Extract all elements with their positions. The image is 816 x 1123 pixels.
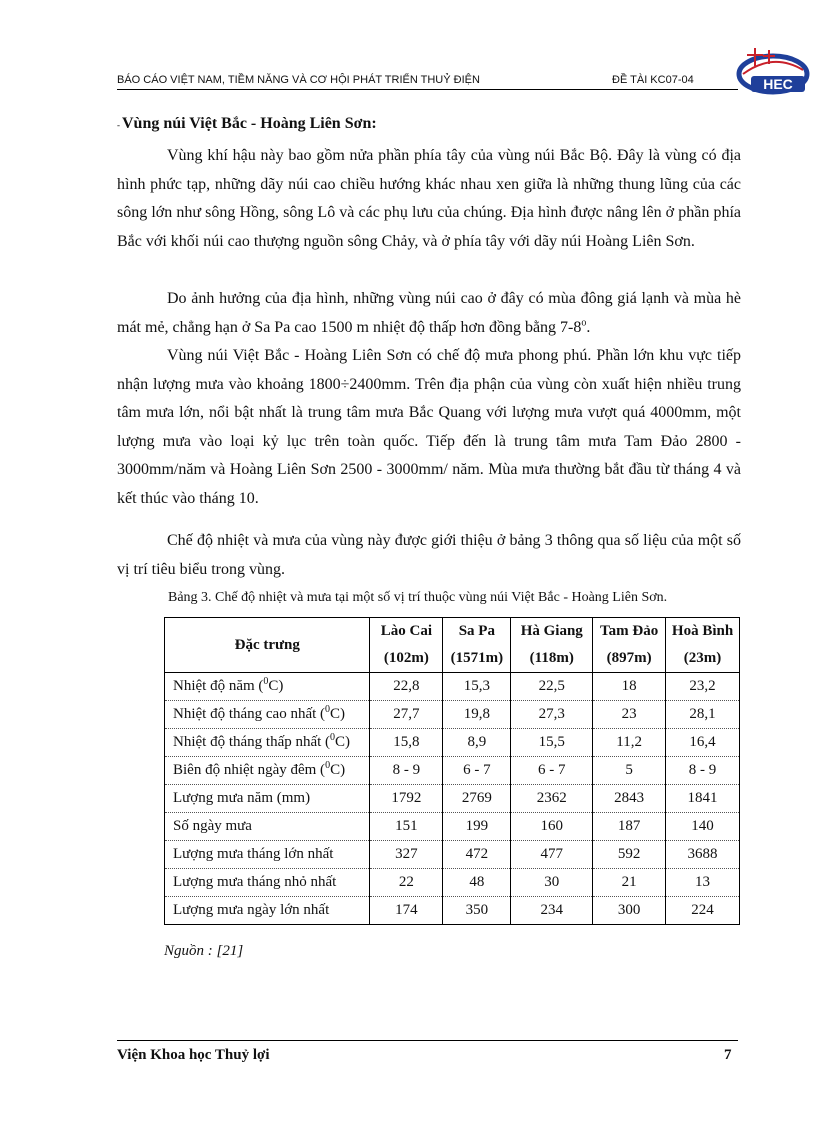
page-header [117,72,747,88]
climate-table [164,617,740,925]
station-name: Hoà Bình [666,618,740,646]
table-cell: 2769 [443,785,511,813]
row-label [165,785,370,813]
row-label [165,813,370,841]
row-label-text: Nhiệt độ năm ( [173,678,264,694]
row-label [165,757,370,785]
table-cell: 151 [370,813,443,841]
table-cell: 15,8 [370,729,443,757]
table-cell: 48 [443,869,511,897]
table-cell: 16,4 [666,729,740,757]
station-name: Lào Cai [370,618,443,646]
paragraph-2 [117,285,741,342]
table-cell: 477 [511,841,593,869]
table-cell: 30 [511,869,593,897]
degree-sup: 0 [263,676,269,687]
table-row [165,813,740,841]
table-cell: 140 [666,813,740,841]
row-label [165,729,370,757]
station-elevation: (897m) [593,645,666,673]
row-label-unit: C) [268,678,284,694]
table-cell: 350 [443,897,511,925]
row-label [165,701,370,729]
table-cell: 2843 [593,785,666,813]
degree-sup: o [581,317,587,329]
table-cell: 6 - 7 [443,757,511,785]
heading-bullet: - [117,120,120,130]
row-label-text: Nhiệt độ tháng cao nhất ( [173,706,326,722]
table-row [165,785,740,813]
table-cell: 174 [370,897,443,925]
section-heading [117,115,377,133]
paragraph-2-end: . [586,318,591,336]
table-cell: 23 [593,701,666,729]
table-cell: 5 [593,757,666,785]
station-elevation: (118m) [511,645,593,673]
table-row [165,701,740,729]
table-cell: 15,5 [511,729,593,757]
table-cell: 8,9 [443,729,511,757]
row-label-text: Số ngày mưa [173,818,252,834]
paragraph-4: Chế độ nhiệt và mưa của vùng này được giới thiệu ở bảng 3 thông qua số liệu của một số vị trí tiêu biểu trong vùng. [117,532,741,578]
table-cell: 23,2 [666,673,740,701]
table-cell: 2362 [511,785,593,813]
table-cell: 18 [593,673,666,701]
station-elevation: (1571m) [443,645,511,673]
table-row [165,869,740,897]
row-label [165,869,370,897]
station-name: Hà Giang [511,618,593,646]
row-label-unit: C) [330,706,346,722]
table-cell: 27,7 [370,701,443,729]
table-cell: 187 [593,813,666,841]
hec-logo-icon [733,44,811,100]
row-label-unit: C) [330,762,346,778]
table-cell: 27,3 [511,701,593,729]
table-cell: 8 - 9 [370,757,443,785]
footer-institute: Viện Khoa học Thuỷ lợi [117,1047,270,1063]
table-caption: Bảng 3. Chế độ nhiệt và mưa tại một số vị trí thuộc vùng núi Việt Bắc - Hoàng Liên Sơn. [168,590,668,605]
table-cell: 224 [666,897,740,925]
page-number: 7 [724,1047,732,1063]
row-label-text: Lượng mưa ngày lớn nhất [173,902,330,918]
degree-sup: 0 [330,732,336,743]
table-cell: 28,1 [666,701,740,729]
table-cell: 21 [593,869,666,897]
table-row [165,897,740,925]
table-cell: 11,2 [593,729,666,757]
row-label [165,897,370,925]
table-cell: 199 [443,813,511,841]
table-header-row [165,618,740,646]
table-row [165,729,740,757]
table-row [165,673,740,701]
table-cell: 22,8 [370,673,443,701]
table-cell: 19,8 [443,701,511,729]
table-cell: 327 [370,841,443,869]
row-label [165,673,370,701]
heading-text: Vùng núi Việt Bắc - Hoàng Liên Sơn: [122,115,377,132]
header-label: Đặc trưng [165,618,370,673]
table-source: Nguồn : [21] [164,943,244,959]
row-label [165,841,370,869]
row-label-text: Biên độ nhiệt ngày đêm ( [173,762,326,778]
paragraph-1: Vùng khí hậu này bao gồm nửa phần phía tây của vùng núi Bắc Bộ. Đây là vùng có địa hình phức tạp, những dãy núi cao chiều hướng khác nhau xen giữa là những thung lũng của các sông lớn như sông Hồng, sông Lô và các phụ lưu của chúng. Địa hình được nâng lên ở phần phía Bắc với khối núi cao thượng nguồn sông Chảy, và ở phía tây với dãy núi Hoàng Liên Sơn. [117,147,741,250]
report-title: BÁO CÁO VIỆT NAM, TIỀM NĂNG VÀ CƠ HỘI PHÁT TRIỂN THUỶ ĐIỆN [117,74,480,86]
table-row [165,841,740,869]
table-cell: 15,3 [443,673,511,701]
header-divider [117,89,738,90]
paragraph-3: Vùng núi Việt Bắc - Hoàng Liên Sơn có chế độ mưa phong phú. Phần lớn khu vực tiếp nhận lượng mưa vào khoảng 1800÷2400mm. Trên địa phận của vùng còn xuất hiện nhiều trung tâm mưa lớn, nổi bật nhất là trung tâm mưa Bắc Quang với lượng mưa vượt quá 4000mm, một lượng mưa vào loại kỷ lục trên toàn quốc. Tiếp đến là trung tâm mưa Tam Đảo 2800 - 3000mm/năm và Hoàng Liên Sơn 2500 - 3000mm/ năm. Mùa mưa thường bắt đầu từ tháng 4 và kết thúc vào tháng 10. [117,347,741,507]
table-cell: 13 [666,869,740,897]
paragraph-2-text: Do ảnh hưởng của địa hình, những vùng núi cao ở đây có mùa đông giá lạnh và mùa hè mát mẻ, chẳng hạn ở Sa Pa cao 1500 m nhiệt độ thấp hơn đồng bằng 7-8 [117,290,741,336]
table-cell: 22,5 [511,673,593,701]
row-label-unit: C) [335,734,351,750]
degree-sup: 0 [325,704,331,715]
table-cell: 592 [593,841,666,869]
station-elevation: (23m) [666,645,740,673]
project-code: ĐỀ TÀI KC07-04 [612,74,694,86]
station-name: Tam Đảo [593,618,666,646]
row-label-text: Lượng mưa tháng nhỏ nhất [173,874,337,890]
table-cell: 472 [443,841,511,869]
table-cell: 300 [593,897,666,925]
table-cell: 3688 [666,841,740,869]
station-name: Sa Pa [443,618,511,646]
table-cell: 1792 [370,785,443,813]
table-cell: 22 [370,869,443,897]
table-cell: 8 - 9 [666,757,740,785]
table-cell: 1841 [666,785,740,813]
footer-divider [117,1040,738,1041]
logo-text: HEC [763,76,793,92]
table-row [165,757,740,785]
station-elevation: (102m) [370,645,443,673]
row-label-text: Lượng mưa tháng lớn nhất [173,846,334,862]
table-cell: 234 [511,897,593,925]
row-label-text: Lượng mưa năm (mm) [173,790,311,806]
degree-sup: 0 [325,760,331,771]
row-label-text: Nhiệt độ tháng thấp nhất ( [173,734,331,750]
table-cell: 160 [511,813,593,841]
table-cell: 6 - 7 [511,757,593,785]
